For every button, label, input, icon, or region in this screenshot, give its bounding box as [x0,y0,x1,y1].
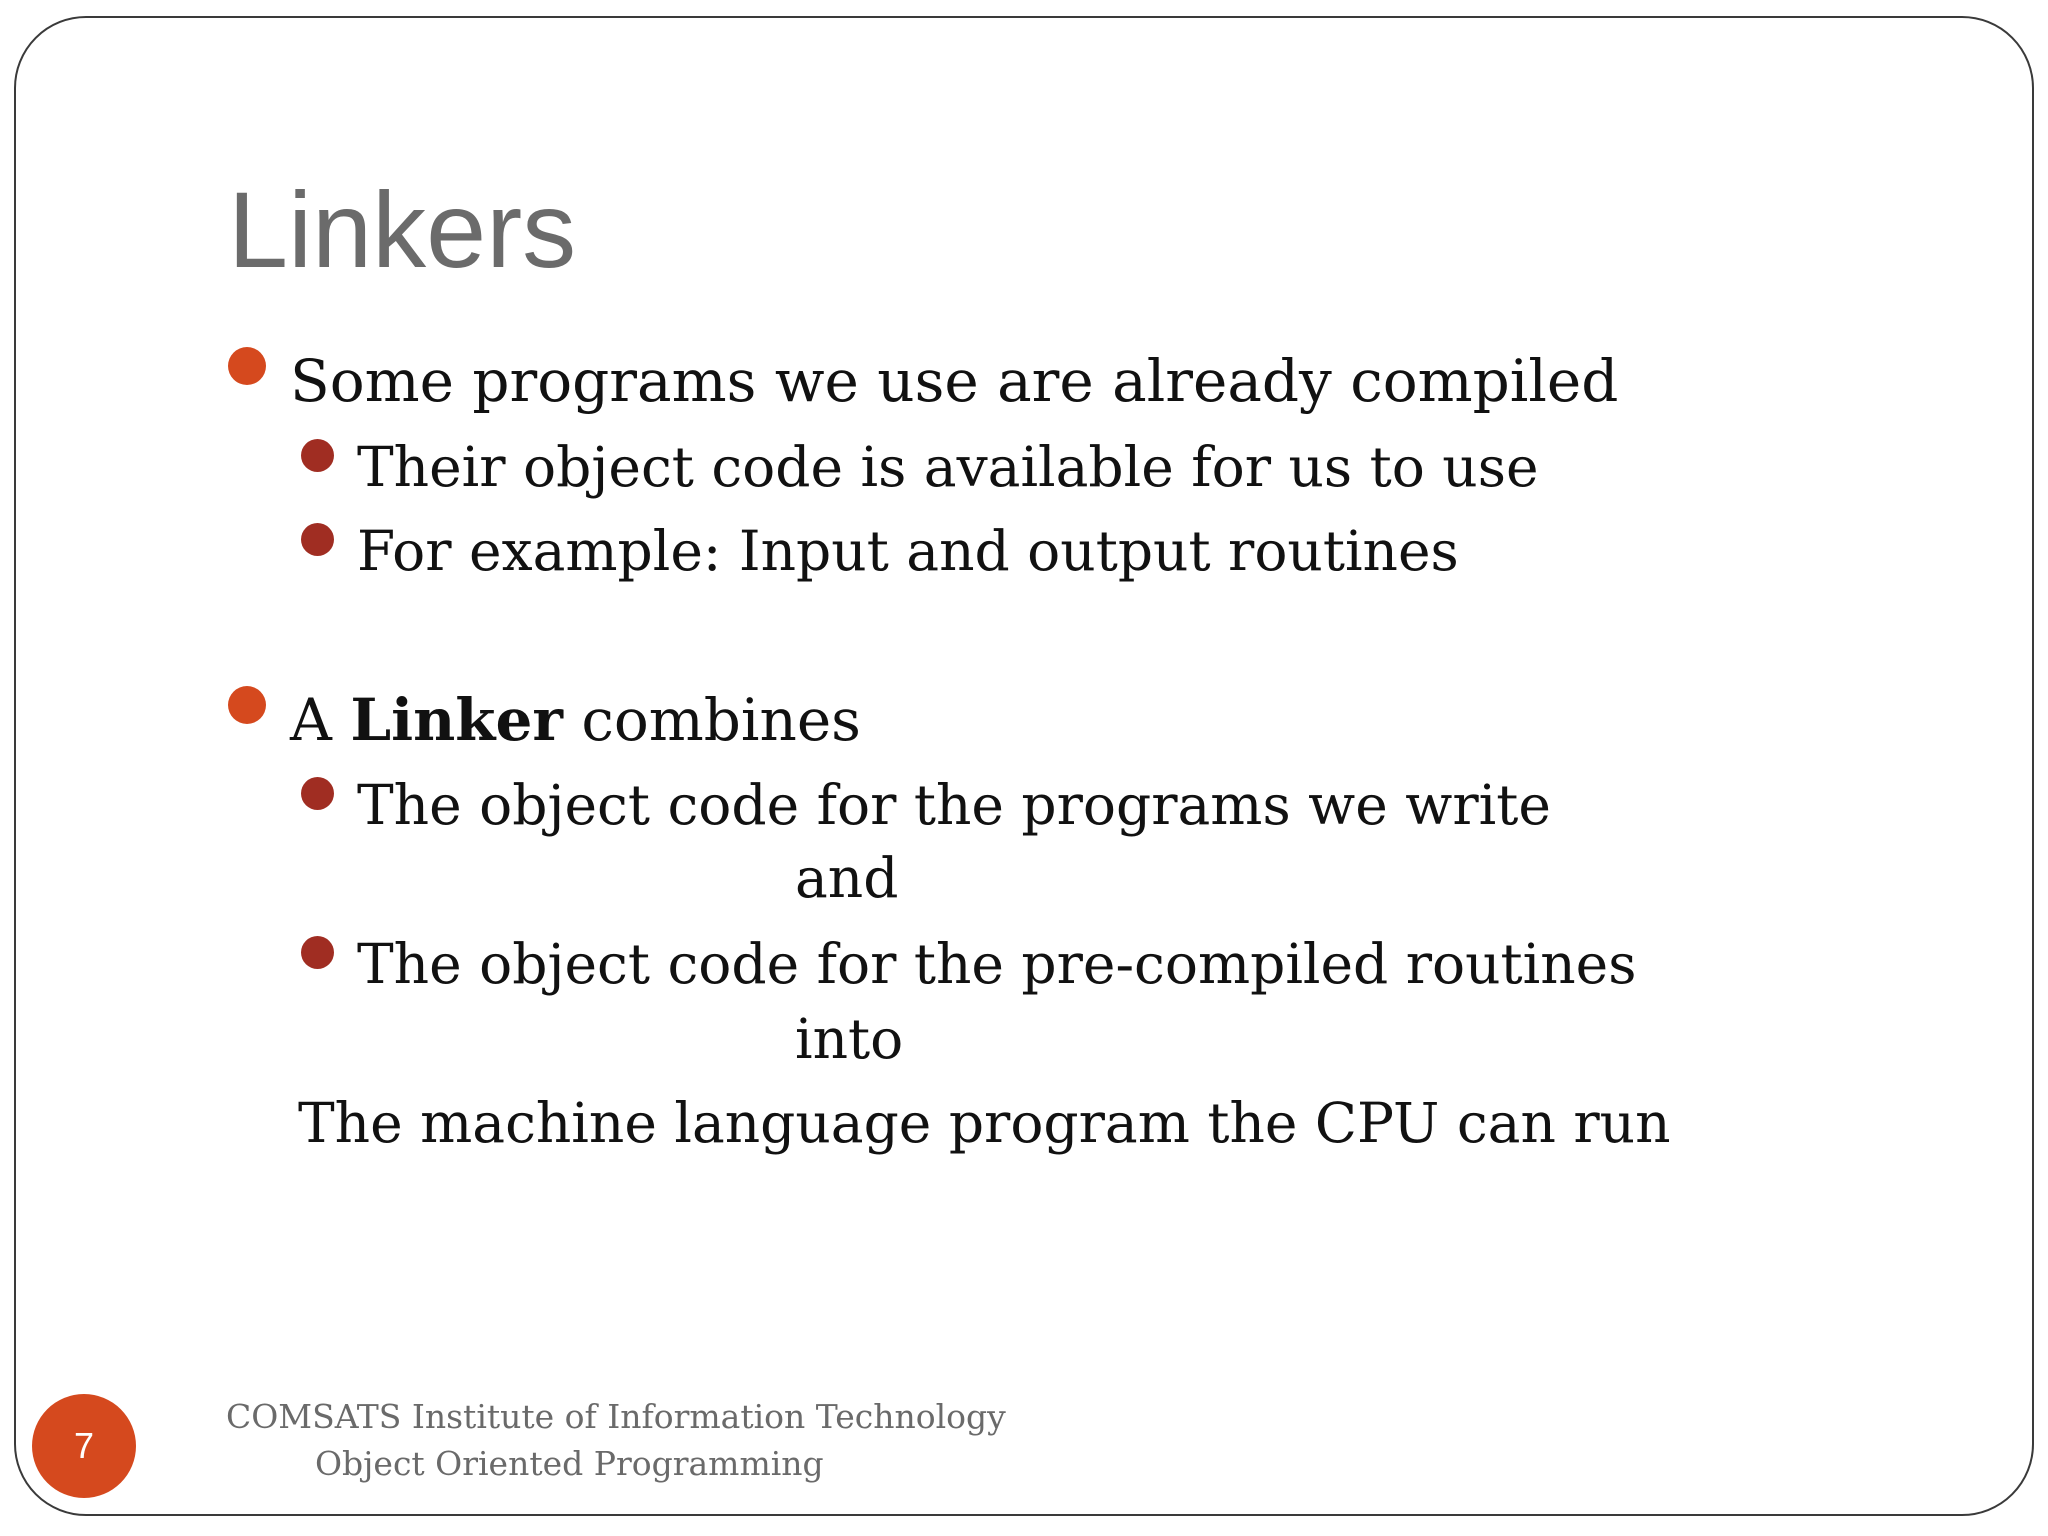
sub-bullet-dot-icon [301,777,334,810]
result-text: The machine language program the CPU can run [298,1091,1671,1155]
sub-bullet-dot-icon [301,523,334,556]
bullet-text-bold-term: Linker [350,686,563,754]
sub-bullet-text: The object code for the pre-compiled routines [357,932,1637,996]
bullet-text-suffix: combines [562,686,861,754]
slide-title: Linkers [228,169,577,290]
page-number-badge: 7 [32,1394,136,1498]
connector-text: and [795,846,899,910]
sub-bullet-dot-icon [301,936,334,969]
sub-bullet-text: For example: Input and output routines [357,519,1459,583]
bullet-text [290,686,861,754]
bullet-dot-icon [228,686,266,724]
bullet-text-prefix: A [290,686,351,754]
sub-bullet-dot-icon [301,439,334,472]
bullet-text: Some programs we use are already compiled [290,347,1619,415]
footer-course: Object Oriented Programming [315,1444,824,1483]
connector-text: into [795,1007,904,1071]
sub-bullet-text: The object code for the programs we write [357,773,1551,837]
bullet-dot-icon [228,347,266,385]
footer-institution: COMSATS Institute of Information Technology [226,1397,1006,1436]
sub-bullet-text: Their object code is available for us to use [357,435,1539,499]
